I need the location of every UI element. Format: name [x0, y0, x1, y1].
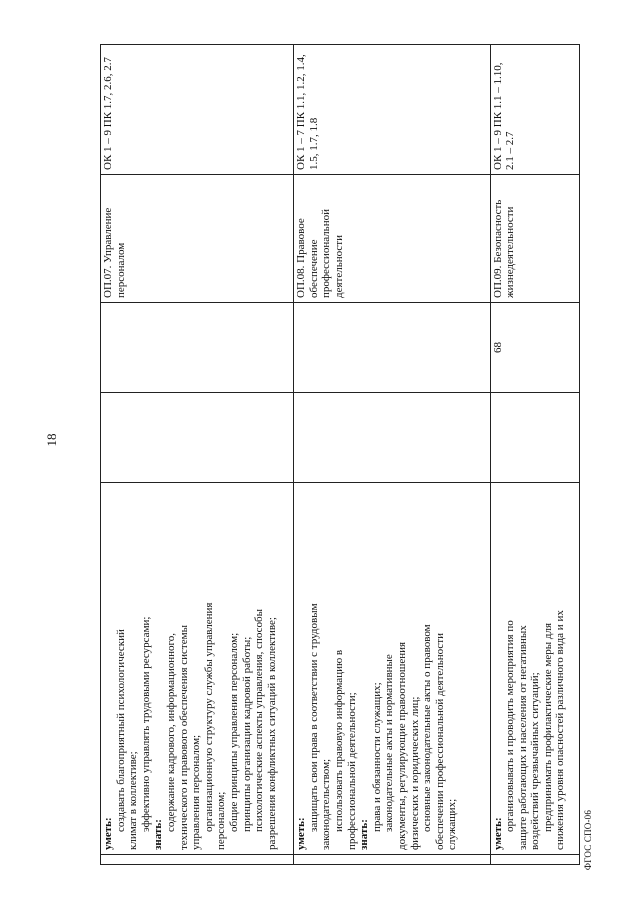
competencies-cell: ОК 1 – 7 ПК 1.1, 1.2, 1.4, 1.5, 1.7, 1.8: [294, 45, 490, 175]
table-row: [101, 45, 294, 865]
empty-cell: [101, 855, 294, 865]
description-line: защищать свои права в соответствии с трудовым: [307, 603, 320, 832]
discipline-cell: ОП.08. Правовое обеспечение профессиональной деятельности: [294, 175, 490, 303]
discipline-cell: ОП.09. Безопасность жизнедеятельности: [490, 175, 580, 303]
section-heading: уметь:: [102, 817, 114, 850]
competencies-cell: ОК 1 – 9 ПК 1.1 – 1.10, 2.1 – 2.7: [490, 45, 580, 175]
empty-cell: [294, 393, 490, 483]
table-row: [490, 45, 580, 865]
section-heading: уметь:: [491, 817, 504, 850]
description-line: климат в коллективе;: [127, 751, 140, 850]
page-number: 18: [44, 433, 59, 447]
empty-cell: [294, 855, 490, 865]
description-line: служащих;: [446, 798, 459, 850]
description-line: персоналом;: [215, 791, 228, 850]
description-line: снижения уровня опасностей различного вида и их: [554, 610, 567, 850]
description-line: физических и юридических лиц;: [408, 696, 421, 850]
description-line: создавать благоприятный психологический: [114, 629, 127, 832]
empty-cell: [490, 393, 580, 483]
description-line: эффективно управлять трудовыми ресурсами;: [139, 616, 152, 832]
description-line: управления персоналом;: [190, 734, 203, 850]
description-line: воздействий чрезвычайных ситуаций;: [529, 672, 542, 850]
hours-cell: [294, 303, 490, 393]
section-heading: знать:: [152, 819, 165, 850]
curriculum-table: [100, 44, 580, 865]
discipline-cell: ОП.07. Управление персоналом: [101, 175, 294, 303]
section-heading: знать:: [358, 819, 371, 850]
description-line: разрешения конфликтных ситуаций в коллективе;: [265, 617, 278, 850]
description-line: документы, регулирующие правоотношения: [396, 641, 409, 850]
description-line: технического и правового обеспечения системы: [177, 625, 190, 850]
description-line: права и обязанности служащих;: [370, 682, 383, 832]
hours-cell: 68: [490, 303, 580, 393]
description-line: защите работающих и населения от негативных: [516, 625, 529, 850]
competency-description-cell: [101, 483, 294, 855]
footer-label: ФГОС СПО-06: [583, 809, 593, 871]
description-line: законодательством;: [320, 758, 333, 850]
description-line: общие принципы управления персоналом;: [227, 632, 240, 832]
description-line: законодательные акты и нормативные: [383, 654, 396, 832]
section-heading: уметь:: [295, 817, 308, 850]
competencies-cell: ОК 1 – 9 ПК 1.7, 2.6, 2.7: [101, 45, 294, 175]
table-row: [294, 45, 490, 865]
competency-description-cell: [490, 483, 580, 855]
empty-cell: [490, 855, 580, 865]
competency-description-cell: [294, 483, 490, 855]
description-line: организационную структуру службы управления: [202, 602, 215, 832]
rotated-table-container: [100, 0, 580, 865]
description-line: содержание кадрового, информационного,: [164, 633, 177, 832]
description-line: использовать правовую информацию в: [333, 649, 346, 832]
description-line: обеспечении профессиональной деятельности: [433, 633, 446, 850]
description-line: организовывать и проводить мероприятия по: [504, 620, 517, 832]
description-line: профессиональной деятельности;: [345, 692, 358, 850]
empty-cell: [101, 393, 294, 483]
description-line: психологические аспекты управления, способы: [253, 608, 266, 832]
description-line: предпринимать профилактические меры для: [541, 622, 554, 832]
description-line: принципы организации кадровой работы;: [240, 636, 253, 832]
description-line: основные законодательные акты о правовом: [421, 624, 434, 832]
hours-cell: [101, 303, 294, 393]
